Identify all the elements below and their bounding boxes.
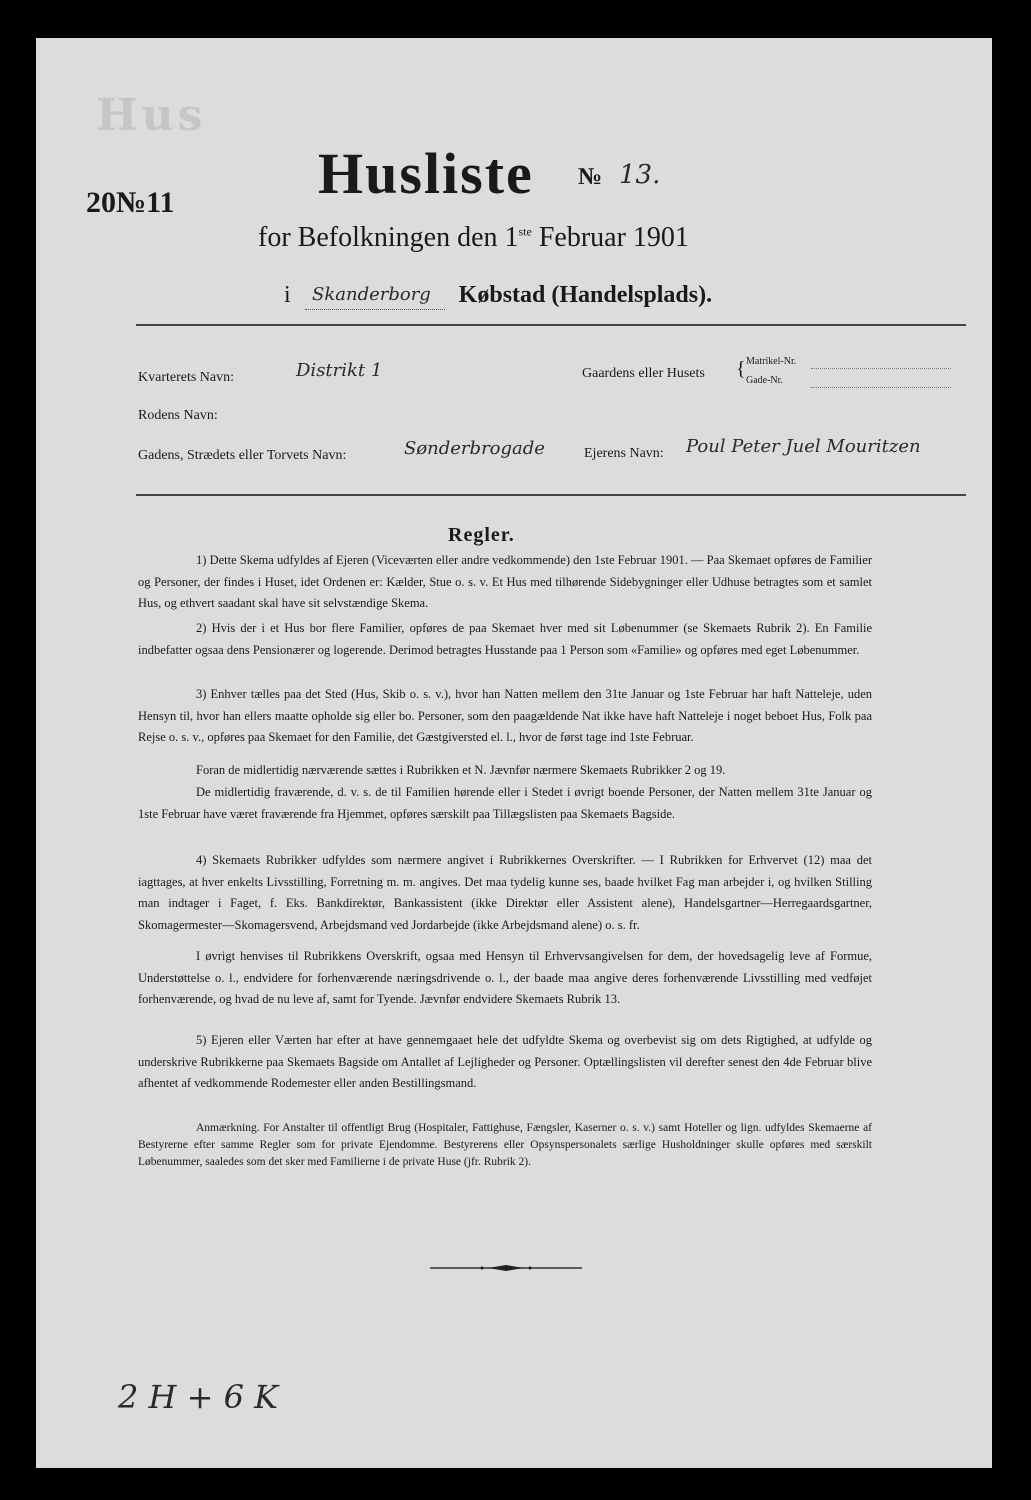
divider-top bbox=[136, 324, 966, 326]
rule-4-further: I øvrigt henvises til Rubrikkens Overskrift, ogsaa med Hensyn til Erhvervsangivelsen for dem, der hovedsagelig leve af Formue, Understøttelse o. l., endvidere for forhenværende næringsdrivende o. l., der baade maa angive deres forhenværende Livsstilling med vedføjet forhenværende, og hvad de nu leve af, samt for Tyende. Jævnfør endvidere Skemaets Rubrik 13. bbox=[138, 949, 872, 1006]
title-number-handwritten: 13. bbox=[619, 160, 661, 190]
matrikel-blank bbox=[811, 368, 951, 369]
gade-nr-blank bbox=[811, 387, 951, 388]
rule-3: 3) Enhver tælles paa det Sted (Hus, Skib o. s. v.), hvor han Natten mellem den 31te Januar og 1ste Februar har haft Natteleje, uden Hensyn til, hvor han ellers maatte opholde sig eller bo. Personer, som den paagældende Nat ikke have haft Natteleje i noget beboet Hus, Folk paa Rejse o. s. v., opføres paa Skemaet for den Familie, det Gæstgiversted el. l., hvor de først tage ind 1ste Februar. bbox=[138, 687, 872, 744]
form-subtitle bbox=[258, 222, 689, 254]
gade-nr-label: Gade-Nr. bbox=[746, 375, 783, 386]
place-suffix: Købstad (Handelsplads). bbox=[458, 282, 713, 308]
ornament-divider bbox=[430, 1264, 582, 1272]
rule-1: 1) Dette Skema udfyldes af Ejeren (Viceværten eller andre vedkommende) den 1ste Februar 1901. — Paa Skemaet opføres de Familier og Personer, der findes i Huset, idet Ordenen er: Kælder, Stue o. s. v. Et Hus med tilhørende Sidebygninger eller Udhuse betragtes som et samlet Hus, og ethvert saadant skal have sit selvstændige Skema. bbox=[138, 553, 872, 610]
rule-5: 5) Ejeren eller Værten har efter at have gennemgaaet hele det udfyldte Skema og overbevist sig om dets Rigtighed, at udfylde og underskrive Rubrikkerne paa Skemaets Bagside om Antallet af Lejligheder og Personer. Optællingslisten vil derefter senest den 4de Februar blive afhentet af vedkommende Rodemester eller anden Bestillingsmand. bbox=[138, 1033, 872, 1090]
rode-label: Rodens Navn: bbox=[138, 408, 218, 423]
divider-bottom bbox=[136, 494, 966, 496]
rule-2: 2) Hvis der i et Hus bor flere Familier, opføres de paa Skemaet hver med sit Løbenummer (se Skemaets Rubrik 2). En Familie indbefatter ogsaa dens Pensionærer og logerende. Derimod betragtes Husstande paa 1 Person som «Familie» og opføres med eget Løbenummer. bbox=[138, 621, 872, 657]
rules-heading: Regler. bbox=[448, 524, 515, 546]
kvarter-label: Kvarterets Navn: bbox=[138, 370, 235, 385]
subtitle-superscript: ste bbox=[518, 224, 532, 239]
subtitle-main: for Befolkningen den 1 bbox=[258, 222, 519, 253]
place-handwritten: Skanderborg bbox=[312, 284, 431, 305]
subtitle-date: Februar 1901 bbox=[531, 222, 689, 253]
form-title: Husliste bbox=[318, 141, 534, 206]
census-form-sheet bbox=[36, 38, 992, 1468]
gade-value: Sønderbrogade bbox=[404, 438, 545, 459]
archive-number-stamp: 20№11 bbox=[86, 186, 175, 219]
bleed-through-ghost-text: Hus bbox=[96, 90, 207, 141]
matrikel-label: Matrikel-Nr. bbox=[746, 356, 797, 367]
gade-label: Gadens, Strædets eller Torvets Navn: bbox=[138, 448, 347, 463]
ejer-label: Ejerens Navn: bbox=[584, 446, 664, 461]
remark: Anmærkning. For Anstalter til offentligt Brug (Hospitaler, Fattighuse, Fængsler, Kaserner o. s. v.) samt Hoteller og lign. udfyldes Skemaerne af Bestyrerne efter samme Regler som for private Ejendomme. Bestyrerens eller Opsynspersonalets særlige Husholdninger skulle opføres med særskilt Løbenummer, saaledes som det sker med Familierne i de private Huse (jfr. Rubrik 2). bbox=[138, 1122, 872, 1168]
rule-4: 4) Skemaets Rubrikker udfyldes som nærmere angivet i Rubrikkernes Overskrifter. — I Rubrikken for Erhvervet (12) maa det iagttages, at hver enkelts Livsstilling, Forretning m. m. angives. Det maa tydelig kunne ses, baade hvilket Fag man arbejder i, og hvilken Stilling man indtager i Faget, f. Eks. Bankdirektør, Bankassistent (ikke Direktør eller Assistent alene), Handelsgartner—Herregaardsgartner, Skomagermester—Skomagersvend, Arbejdsmand ved Jordarbejde (ikke Arbejdsmand alene) o. s. fr. bbox=[138, 853, 872, 932]
rule-3-note-n: Foran de midlertidig nærværende sættes i Rubrikken et N. Jævnfør nærmere Skemaets Rubrikker 2 og 19. bbox=[196, 763, 726, 777]
bottom-handwritten-note: 2 H + 6 K bbox=[118, 1378, 279, 1416]
kvarter-value: Distrikt 1 bbox=[296, 360, 383, 381]
title-number-label: № bbox=[578, 164, 603, 190]
place-prefix: i bbox=[284, 282, 291, 308]
gaard-label: Gaardens eller Husets bbox=[582, 366, 705, 381]
rule-3-absent: De midlertidig fraværende, d. v. s. de til Familien hørende eller i Stedet i øvrigt boende Personer, der Natten mellem 31te Januar og 1ste Februar have været fraværende fra Hjemmet, opføres særskilt paa Tillægslisten paa Skemaets Bagside. bbox=[138, 785, 872, 821]
ejer-value: Poul Peter Juel Mouritzen bbox=[686, 436, 921, 457]
gaard-brace: { bbox=[736, 358, 746, 380]
